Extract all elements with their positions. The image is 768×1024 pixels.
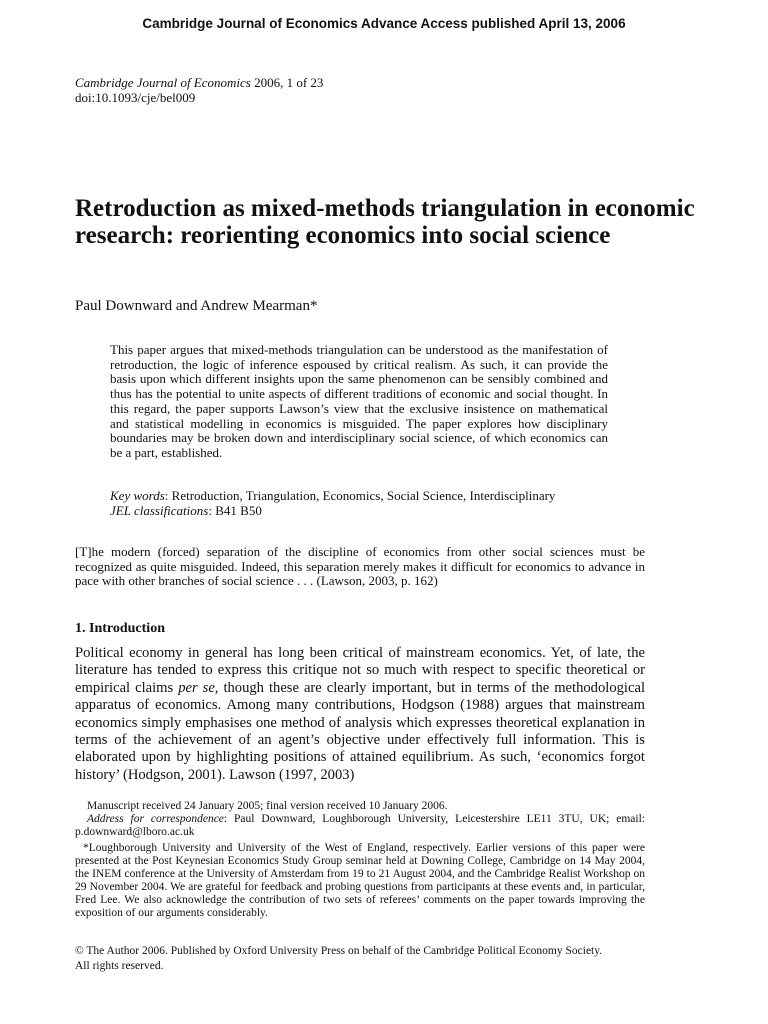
jel-value: : B41 B50 xyxy=(208,503,262,518)
keywords-line xyxy=(110,488,630,503)
keywords-value: : Retroduction, Triangulation, Economics, Social Science, Interdisciplinary xyxy=(164,488,556,503)
intro-italic-phrase: per se xyxy=(178,679,215,696)
keywords-block xyxy=(110,488,630,518)
intro-text-part2: , though these are clearly important, but in terms of the methodological apparatus of economics. Among many contributions, Hodgson (1988) argues that mainstream economics simply emphasises one method of analysis which expresses theoretical explanation in terms of the achievement of an agent’s objective under effectively full information. This is elaborated upon by highlighting positions of attained equilibrium. As such, ‘economics forgot history’ (Hodgson, 2001). Lawson (1997, 2003) xyxy=(75,679,645,783)
introduction-paragraph xyxy=(75,645,645,784)
copyright-line: © The Author 2006. Published by Oxford University Press on behalf of the Cambridge Political Economy Society. xyxy=(75,945,603,957)
affiliation-footnote: *Loughborough University and University of the West of England, respectively. Earlier versions of this paper were presented at the Post Keynesian Economics Study Group seminar held at Downing College, Cambridge on 14 May 2004, the INEM conference at the University of Amsterdam from 19 to 21 August 2004, and the Cambridge Realist Workshop on 29 November 2004. We are grateful for feedback and probing questions from participants at these events and, in particular, Fred Lee. We also acknowledge the contribution of two sets of referees’ comments on the paper towards improving the exposition of our arguments considerably. xyxy=(75,842,645,919)
journal-name: Cambridge Journal of Economics xyxy=(75,75,251,90)
jel-label: JEL classifications xyxy=(110,503,209,518)
abstract: This paper argues that mixed-methods triangulation can be understood as the manifestation of retroduction, the logic of inference espoused by critical realism. As such, it can provide the basis upon which different insights upon the same phenomenon can be sensibly combined and thus has the potential to unite aspects of different traditions of economic and social thought. In this regard, the paper supports Lawson’s view that the exclusive insistence on mathematical and statistical modelling in economics is misguided. The paper explores how disciplinary boundaries may be broken down and interdisciplinary social science, of which economics can be a part, established. xyxy=(110,342,608,460)
epigraph-quote: [T]he modern (forced) separation of the discipline of economics from other social sciences must be recognized as quite misguided. Indeed, this separation merely makes it difficult for economics to advance in pace with other branches of social science . . . (Lawson, 2003, p. 162) xyxy=(75,544,645,588)
copyright-notice xyxy=(75,944,655,974)
manuscript-dates: Manuscript received 24 January 2005; final version received 10 January 2006. xyxy=(87,800,448,812)
intro-text-part1: Political economy in general has long been critical of mainstream economics. Yet, of late, the literature has tended to express this critique not so much with respect to specific theoretical or empirical claims xyxy=(75,645,645,696)
authors: Paul Downward and Andrew Mearman* xyxy=(75,298,318,314)
footnotes xyxy=(75,800,645,920)
jel-line xyxy=(110,503,630,518)
rights-line: All rights reserved. xyxy=(75,960,164,972)
section-heading-introduction: 1. Introduction xyxy=(75,621,165,636)
article-title: Retroduction as mixed-methods triangulation in economic research: reorienting economics into social science xyxy=(75,195,695,249)
address-text: : Paul Downward, Loughborough University, Leicestershire LE11 3TU, UK; email: p.downward@lboro.ac.uk xyxy=(75,813,645,838)
journal-reference xyxy=(75,75,323,105)
doi: doi:10.1093/cje/bel009 xyxy=(75,90,196,105)
address-label: Address for correspondence xyxy=(87,813,224,825)
correspondence-address xyxy=(75,813,645,839)
volume-info: 2006, 1 of 23 xyxy=(250,75,324,90)
keywords-label: Key words xyxy=(110,488,165,503)
advance-access-banner: Cambridge Journal of Economics Advance Access published April 13, 2006 xyxy=(142,16,626,31)
journal-citation xyxy=(75,75,323,90)
